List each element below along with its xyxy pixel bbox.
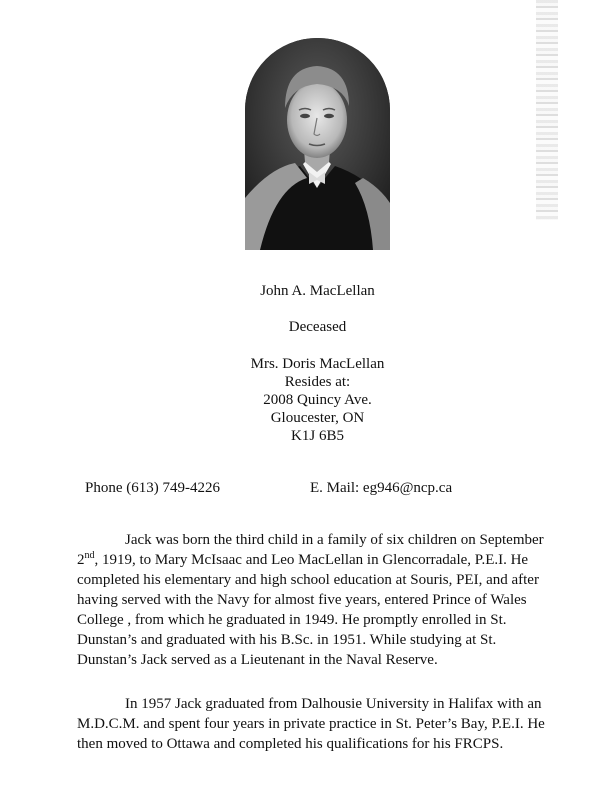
bio-p1-rest: , 1919, to Mary McIsaac and Leo MacLellan in Glencorradale, P.E.I. He completed his elementary and high school education at Souris, PEI, and after having served with the Navy for almost five years, entered Prince of Wales College , from which he graduated in 1949. He promptly enrolled in St. Dunstan’s and graduated with his B.Sc. in 1951. While studying at St. Dunstan’s Jack served as a Lieutenant in the Naval Reserve. — [77, 552, 539, 668]
address-city: Gloucester, ON — [270, 410, 365, 426]
bio-paragraph-2: In 1957 Jack graduated from Dalhousie University in Halifax with an M.D.C.M. and spent four years in private practice in St. Peter’s Bay, P.E.I. He then moved to Ottawa and completed his qualifications for his FRCPS. — [77, 696, 545, 752]
bio-paragraph-1 — [77, 530, 557, 670]
person-name: John A. MacLellan — [260, 283, 375, 299]
email-address: E. Mail: eg946@ncp.ca — [310, 480, 453, 496]
bio-p1-start: Jack was born the third child in a family of six children on September 2 — [77, 532, 544, 568]
resides-label: Resides at: — [284, 374, 351, 390]
address-street: 2008 Quincy Ave. — [263, 392, 372, 408]
portrait-photo — [245, 38, 390, 250]
date-ordinal: nd — [84, 550, 95, 561]
spouse-name: Mrs. Doris MacLellan — [250, 356, 385, 372]
scan-edge-artifact — [536, 0, 558, 220]
status-text: Deceased — [288, 319, 347, 335]
phone-number: Phone (613) 749-4226 — [85, 480, 220, 496]
address-postal: K1J 6B5 — [291, 428, 344, 444]
